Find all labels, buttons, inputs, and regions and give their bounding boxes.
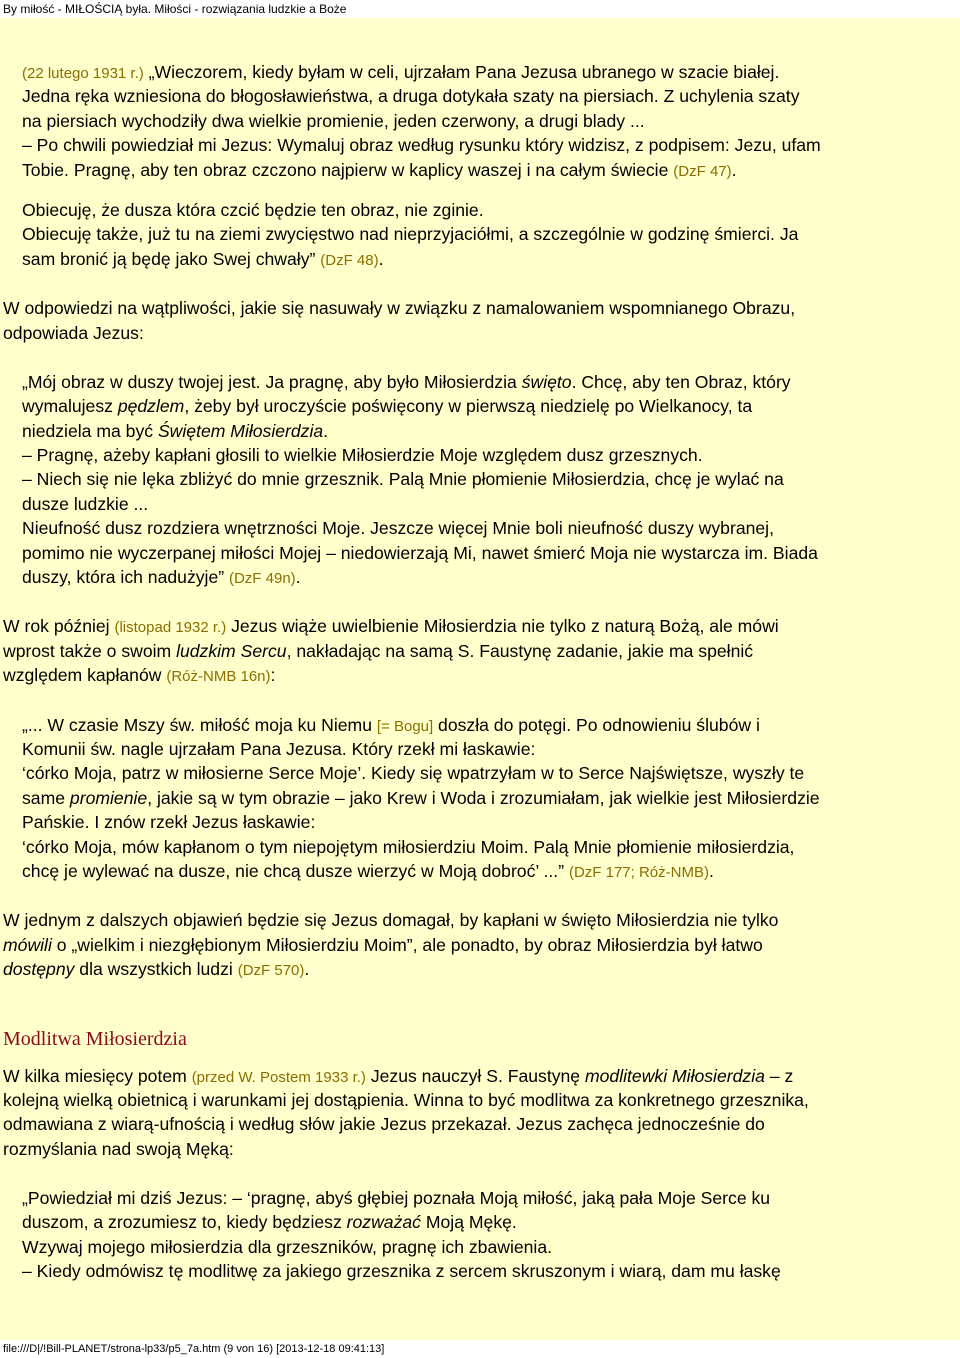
text-line: Obiecuję także, już tu na ziemi zwycięstwo nad nieprzyjaciółmi, a szczególnie w godzinę śmierci. Ja xyxy=(22,224,799,245)
italic-text: mówili xyxy=(3,934,52,955)
text-part: duszom, a zrozumiesz to, kiedy będziesz xyxy=(22,1212,347,1233)
text-line: – Kiedy odmówisz tę modlitwę za jakiego grzesznika z sercem skruszonym i wiarą, dam mu łaskę xyxy=(22,1261,781,1282)
quote-image-feast xyxy=(0,370,960,590)
inline-note: [= Bogu] xyxy=(376,717,434,735)
text-part: same xyxy=(22,787,70,808)
date-ref: (przed W. Postem 1933 r.) xyxy=(191,1068,366,1086)
text-part: Jezus nauczył S. Faustynę xyxy=(365,1065,585,1086)
text-part: względem kapłanów xyxy=(3,665,167,686)
text-line: – Pragnę, ażeby kapłani głosili to wielkie Miłosierdzie Moje względem dusz grzesznych. xyxy=(22,445,703,466)
text-line: kolejną wielką obietnicą i warunkami jej dostąpienia. Winna to być modlitwa za konkretnego grzesznika, xyxy=(3,1089,809,1110)
text-end: . xyxy=(295,567,301,588)
paragraph-vision xyxy=(0,60,960,182)
paragraph-response xyxy=(0,296,960,345)
italic-text: święto xyxy=(521,371,572,392)
text-line: ‘córko Moja, patrz w miłosierne Serce Moje’. Kiedy się wpatrzyłam w to Serce Najświętsze, wyszły te xyxy=(22,763,805,784)
italic-text: dostępny xyxy=(3,959,75,980)
text-part: Jezus wiąże uwielbienie Miłosierdzia nie tylko z naturą Bożą, ale mówi xyxy=(226,616,779,637)
text-part: wprost także o swoim xyxy=(3,640,177,661)
text-part: , jakie są w tym obrazie – jako Krew i Woda i zrozumiałam, jak wielkie jest Miłosierdzie xyxy=(147,787,820,808)
text-line: Tobie. Pragnę, aby ten obraz czczono najpierw w kaplicy waszej i na całym świecie xyxy=(22,159,674,180)
text-part: niedziela ma być xyxy=(22,420,158,441)
text-line: Wzywaj mojego miłosierdzia dla grzeszników, pragnę ich zbawienia. xyxy=(22,1236,553,1257)
text-line: sam bronić ją będę jako Swej chwały” xyxy=(22,248,321,269)
paragraph-promise xyxy=(0,198,960,271)
section-heading: Modlitwa Miłosierdzia xyxy=(3,1027,187,1050)
text-part: : xyxy=(270,665,276,686)
text-line: – Po chwili powiedział mi Jezus: Wymaluj obraz według rysunku który widzisz, z podpisem: Jezu, ufam xyxy=(22,135,821,156)
citation-ref: (DzF 47) xyxy=(673,162,732,180)
quote-priests xyxy=(0,713,960,884)
italic-text: pędzlem xyxy=(117,396,185,417)
citation-ref: (DzF 177; Róż-NMB) xyxy=(568,863,709,881)
text-line: „Wieczorem, kiedy byłam w celi, ujrzałam Pana Jezusa ubranego w szacie białej. xyxy=(143,62,780,82)
text-end: . xyxy=(731,159,737,180)
text-line: W odpowiedzi na wątpliwości, jakie się nasuwały w związku z namalowaniem wspomnianego Obrazu, xyxy=(3,298,796,319)
text-line: Pańskie. I znów rzekł Jezus łaskawie: xyxy=(22,812,316,833)
text-part: . Chcę, aby ten Obraz, który xyxy=(571,371,791,392)
text-line: chcę je wylewać na dusze, nie chcą dusze wierzyć w Moją dobroć’ ...” xyxy=(22,860,569,881)
date-ref: (listopad 1932 r.) xyxy=(114,619,227,637)
text-part: – z xyxy=(764,1065,794,1086)
italic-text: rozważać xyxy=(346,1212,421,1233)
text-end: . xyxy=(378,248,384,269)
text-end: . xyxy=(304,959,310,980)
text-line: „Powiedział mi dziś Jezus: – ‘pragnę, abyś głębiej poznała Moją miłość, jaką pała Moje Serce ku xyxy=(22,1188,771,1209)
text-end: . xyxy=(708,860,714,881)
italic-text: Świętem Miłosierdzia xyxy=(157,420,324,441)
text-line: W jednym z dalszych objawień będzie się Jezus domagał, by kapłani w święto Miłosierdzia nie tylko xyxy=(3,910,779,931)
article-body xyxy=(0,60,960,1284)
text-line: pomimo nie wyczerpanej miłości Mojej – niedowierzają Mi, nawet śmierć Moja nie wystarcza im. Biada xyxy=(22,542,818,563)
quote-prayer xyxy=(0,1186,960,1284)
page-title: By miłość - MIŁOŚCIĄ była. Miłości - rozwiązania ludzkie a Boże xyxy=(3,2,347,16)
citation-ref: (Róż-NMB 16n) xyxy=(166,668,271,686)
text-line: – Niech się nie lęka zbliżyć do mnie grzesznik. Palą Mnie płomienie Miłosierdzia, chcę je wylać na xyxy=(22,469,784,490)
italic-text: ludzkim Sercu xyxy=(176,640,287,661)
text-part: W rok później xyxy=(3,616,115,637)
browser-print-footer xyxy=(0,1340,960,1358)
text-line: Komunii św. nagle ujrzałam Pana Jezusa. Który rzekł mi łaskawie: xyxy=(22,738,536,759)
text-part: doszła do potęgi. Po odnowieniu ślubów i xyxy=(433,714,760,735)
text-line: Jedna ręka wzniesiona do błogosławieństwa, a druga dotykała szaty na piersiach. Z uchylenia szaty xyxy=(22,86,800,107)
text-line: dusze ludzkie ... xyxy=(22,493,149,514)
text-line: odpowiada Jezus: xyxy=(3,322,144,343)
text-part: dla wszystkich ludzi xyxy=(74,959,238,980)
text-line: Nieufność dusz rozdziera wnętrzności Moje. Jeszcze więcej Mnie boli nieufność duszy wybranej, xyxy=(22,518,774,539)
text-part: wymalujesz xyxy=(22,396,118,417)
text-part: . xyxy=(323,420,329,441)
paragraph-later-revelation xyxy=(0,908,960,981)
citation-ref: (DzF 48) xyxy=(320,251,379,269)
paragraph-year-later xyxy=(0,614,960,687)
text-line: odmawiana z wiarą-ufnością i według słów jakie Jezus przekazał. Jezus zachęca jednocześnie do xyxy=(3,1114,765,1135)
file-path: file:///D|/!Bill-PLANET/strona-lp33/p5_7a.htm (9 von 16) [2013-12-18 09:41:13] xyxy=(3,1343,385,1355)
text-part: W kilka miesięcy potem xyxy=(3,1065,192,1086)
text-part: o „wielkim i niezgłębionym Miłosierdziu Moim”, ale ponadto, by obraz Miłosierdzia był łatwo xyxy=(51,934,763,955)
citation-ref: (DzF 49n) xyxy=(228,570,296,588)
italic-text: modlitewki Miłosierdzia xyxy=(584,1065,765,1086)
text-line: duszy, która ich nadużyje” xyxy=(22,567,229,588)
text-part: , żeby był uroczyście poświęcony w pierwszą niedzielę po Wielkanocy, ta xyxy=(184,396,753,417)
italic-text: promienie xyxy=(69,787,148,808)
citation-ref: (DzF 570) xyxy=(237,962,305,980)
browser-print-header xyxy=(0,0,960,18)
paragraph-prayer-intro xyxy=(0,1064,960,1162)
text-part: „Mój obraz w duszy twojej jest. Ja pragnę, aby było Miłosierdzia xyxy=(22,371,522,392)
text-line: ‘córko Moja, mów kapłanom o tym niepojętym miłosierdziu Moim. Palą Mnie płomienie miłosierdzia, xyxy=(22,836,795,857)
date-ref: (22 lutego 1931 r.) xyxy=(22,65,144,82)
text-line: Obiecuję, że dusza która czcić będzie ten obraz, nie zginie. xyxy=(22,199,484,220)
text-part: „... W czasie Mszy św. miłość moja ku Niemu xyxy=(22,714,377,735)
text-part: , nakładając na samą S. Faustynę zadanie, jakie ma spełnić xyxy=(286,640,754,661)
text-part: Moją Mękę. xyxy=(420,1212,517,1233)
text-line: rozmyślania nad swoją Męką: xyxy=(3,1138,234,1159)
text-line: na piersiach wychodziły dwa wielkie promienie, jeden czerwony, a drugi blady ... xyxy=(22,110,645,131)
